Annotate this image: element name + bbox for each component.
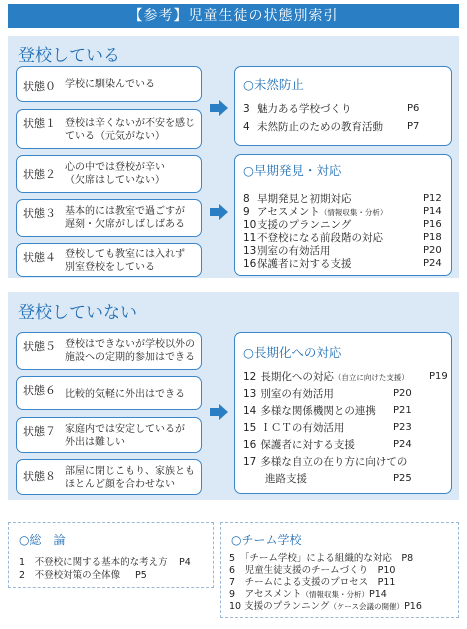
index-item[interactable]: 10 支援のプランニング（ケース会議の開催）P16	[229, 601, 422, 612]
index-item[interactable]: 14 多様な関係機関との連携	[243, 405, 376, 417]
index-item[interactable]: 13 別室の有効活用	[243, 388, 334, 400]
index-item[interactable]: 8 早期発見と初期対応	[243, 193, 352, 205]
page-ref: P23	[393, 422, 412, 433]
section-heading: 登校していない	[18, 303, 137, 323]
index-item[interactable]: 2 不登校対策の全体像	[19, 570, 121, 581]
page-ref: P6	[407, 103, 420, 114]
page-ref: P24	[393, 439, 412, 450]
state-6	[16, 376, 202, 410]
page-ref: P20	[393, 388, 412, 399]
state-description: 登校はできないが学校以外の 施設への定期的参加はできる	[65, 339, 195, 363]
box-heading: ○総 論	[19, 533, 66, 547]
state-label: 状態５	[23, 340, 56, 353]
state-label: 状態７	[23, 425, 56, 438]
page-ref: P18	[423, 232, 442, 243]
index-item[interactable]: 16 保護者に対する支援	[243, 439, 355, 451]
box-general	[8, 522, 214, 588]
page-ref: P20	[423, 245, 442, 256]
section-heading: 登校している	[18, 46, 120, 66]
page-ref: P24	[423, 258, 442, 269]
state-2	[16, 155, 202, 193]
arrow-right-icon	[210, 204, 228, 220]
index-item[interactable]: 7 チームによる支援のプロセス P11	[229, 577, 396, 588]
page-ref: P4	[179, 557, 191, 568]
state-description: 家庭内では安定しているが 外出は難しい	[65, 424, 185, 448]
page-ref: P21	[393, 405, 412, 416]
index-item[interactable]: 1 不登校に関する基本的な考え方	[19, 557, 168, 568]
page-ref: P25	[393, 473, 412, 484]
page-ref: P14	[423, 206, 442, 217]
page-ref: P5	[135, 570, 147, 581]
index-item[interactable]: 12 長期化への対応（自立に向けた支援）	[243, 371, 409, 383]
index-item[interactable]: 15 ＩＣＴの有効活用	[243, 422, 345, 434]
index-item[interactable]: 16保護者に対する支援	[243, 258, 352, 270]
box-heading: ○チーム学校	[231, 533, 302, 547]
page-ref: P19	[429, 371, 448, 382]
index-item[interactable]: 6 児童生徒支援のチームづくり P10	[229, 565, 396, 576]
panel-long-term	[234, 332, 452, 494]
index-item[interactable]: 9 アセスメント（情報収集・分析）P14	[229, 589, 387, 600]
index-item[interactable]: 3 魅力ある学校づくり	[243, 103, 352, 115]
state-description: 基本的には教室で過ごすが 遅刻・欠席がしばしばある	[65, 206, 185, 230]
state-description: 比較的気軽に外出はできる	[65, 389, 185, 400]
index-item[interactable]: 13別室の有効活用	[243, 245, 331, 257]
arrow-right-icon	[210, 100, 228, 116]
state-label: 状態３	[23, 207, 56, 220]
state-7	[16, 417, 202, 453]
box-team-school	[220, 522, 459, 618]
page-title: 【参考】児童生徒の状態別索引	[8, 4, 459, 28]
arrow-right-icon	[210, 404, 228, 420]
index-item[interactable]: 4 未然防止のための教育活動	[243, 121, 383, 133]
panel-prevention	[234, 66, 452, 146]
state-description: 登校しても教室には入れず 別室登校をしている	[65, 249, 185, 273]
state-label: 状態１	[23, 117, 56, 130]
state-5	[16, 332, 202, 370]
state-label: 状態８	[23, 470, 56, 483]
index-item[interactable]: 9 アセスメント（情報収集・分析）	[243, 206, 388, 218]
state-description: 心の中では登校が辛い （欠席はしていない）	[65, 162, 165, 186]
state-1	[16, 109, 202, 149]
section-not-attending	[8, 292, 459, 500]
state-4	[16, 243, 202, 277]
state-label: 状態２	[23, 168, 56, 181]
section-attending	[8, 36, 459, 278]
index-item[interactable]: 11不登校になる前段階の対応	[243, 232, 383, 244]
state-description: 学校に馴染んでいる	[65, 79, 155, 90]
index-item[interactable]: 10支援のプランニング	[243, 219, 352, 231]
state-description: 登校は辛くないが不安を感じ ている（元気がない）	[65, 118, 195, 142]
state-label: 状態４	[23, 251, 56, 264]
state-label: 状態０	[23, 80, 56, 93]
state-0	[16, 66, 202, 102]
page-ref: P12	[423, 193, 442, 204]
state-3	[16, 199, 202, 237]
panel-heading: ○早期発見・対応	[243, 163, 342, 178]
state-description: 部屋に閉じこもり、家族とも ほとんど顔を合わせない	[65, 466, 195, 490]
state-label: 状態６	[23, 384, 56, 397]
index-item[interactable]: 17 多様な自立の在り方に向けての	[243, 456, 408, 468]
index-item-continued[interactable]: 進路支援	[265, 473, 307, 485]
panel-early-detection	[234, 154, 452, 276]
index-item[interactable]: 5 「チーム学校」による組織的な対応 P8	[229, 553, 414, 564]
panel-heading: ○長期化への対応	[243, 345, 342, 360]
page-ref: P7	[407, 121, 420, 132]
page-ref: P16	[423, 219, 442, 230]
state-8	[16, 459, 202, 495]
panel-heading: ○未然防止	[243, 77, 304, 92]
